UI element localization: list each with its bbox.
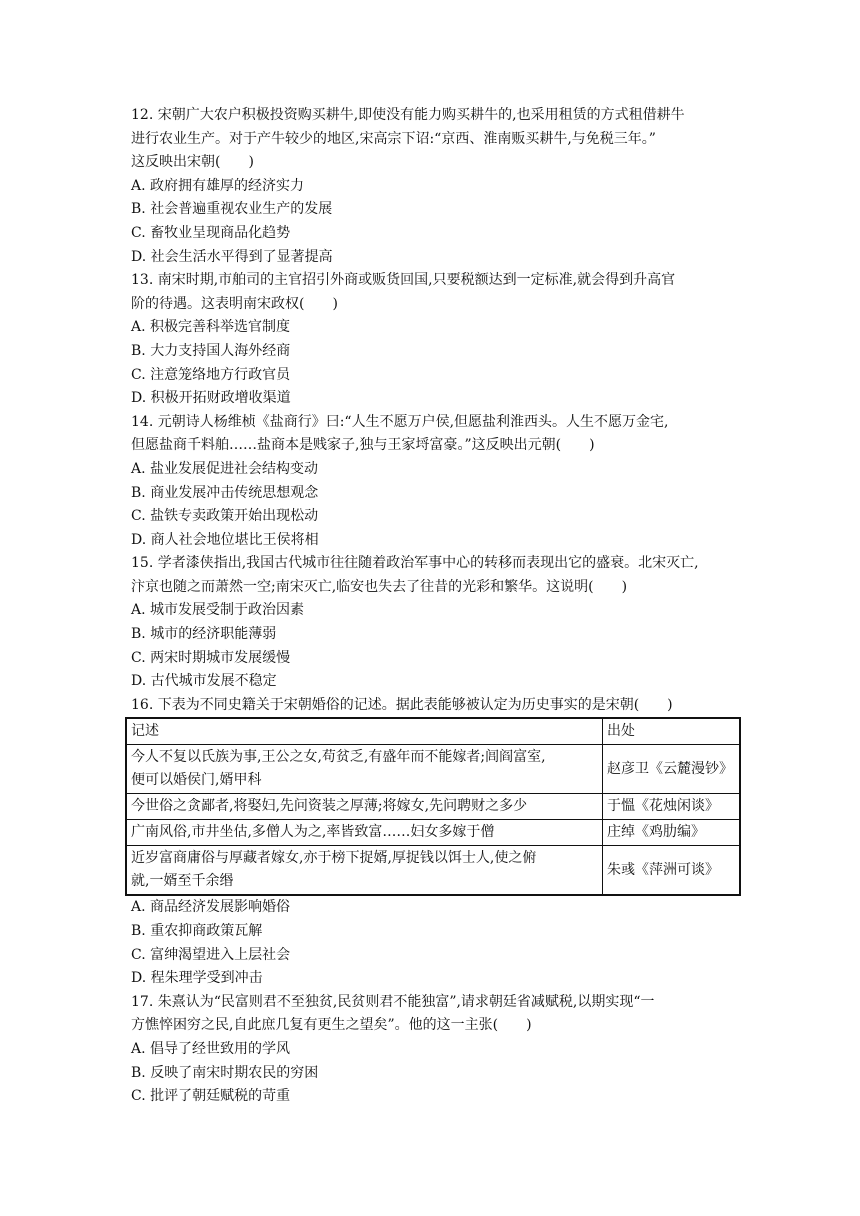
- question-12-stem-line-3: 这反映出宋朝( ): [131, 154, 254, 171]
- question-13-option-b: B. 大力支持国人海外经商: [131, 342, 291, 359]
- question-17-option-b: B. 反映了南宋时期农民的穷困: [131, 1064, 319, 1081]
- question-15-stem-line-2: 汴京也随之而萧然一空;南宋灭亡,临安也失去了往昔的光彩和繁华。这说明( ): [131, 578, 628, 595]
- table-row: [126, 820, 740, 846]
- question-13-stem-line-2: 阶的待遇。这表明南宋政权( ): [131, 295, 338, 312]
- question-12-option-b: B. 社会普遍重视农业生产的发展: [131, 201, 333, 218]
- question-16-option-d: D. 程朱理学受到冲击: [131, 970, 263, 987]
- question-14: [131, 411, 741, 553]
- table-cell-source: 赵彦卫《云麓漫钞》: [603, 745, 741, 794]
- question-list: [131, 104, 741, 1109]
- question-13-option-a: A. 积极完善科举选官制度: [131, 319, 291, 336]
- question-15-option-c: C. 两宋时期城市发展缓慢: [131, 649, 291, 666]
- table-row: [126, 846, 740, 896]
- table-cell-source: 朱彧《萍洲可谈》: [603, 846, 741, 896]
- question-17-stem-line-1: 17. 朱熹认为“民富则君不至独贫,民贫则君不能独富”,请求朝廷省减赋税,以期实现“一: [131, 993, 655, 1010]
- record-line: 近岁富商庸俗与厚藏者嫁女,亦于榜下捉婿,厚捉钱以饵士人,使之俯: [131, 850, 537, 867]
- question-15-stem-line-1: 15. 学者漆侠指出,我国古代城市往往随着政治军事中心的转移而表现出它的盛衰。北宋灭亡,: [131, 555, 699, 572]
- question-13-stem-line-1: 13. 南宋时期,市舶司的主官招引外商或贩货回国,只要税额达到一定标准,就会得到升高官: [131, 272, 676, 289]
- record-line: 今世俗之贪鄙者,将娶妇,先问资装之厚薄;将嫁女,先问聘财之多少: [131, 798, 528, 815]
- table-cell-source: 庄绰《鸡肋编》: [603, 820, 741, 846]
- question-12-stem-line-2: 进行农业生产。对于产牛较少的地区,宋高宗下诏:“京西、淮南贩买耕牛,与免税三年。”: [131, 130, 656, 147]
- table-header-source: 出处: [603, 718, 741, 745]
- question-16-stem-line-1: 16. 下表为不同史籍关于宋朝婚俗的记述。据此表能够被认定为历史事实的是宋朝( ): [131, 696, 673, 713]
- question-12-option-d: D. 社会生活水平得到了显著提高: [131, 248, 333, 265]
- record-line: 广南风俗,市井坐估,多僧人为之,率皆致富……妇女多嫁于僧: [131, 824, 495, 841]
- record-line: 便可以婚侯门,婿甲科: [131, 772, 262, 789]
- question-17-option-a: A. 倡导了经世致用的学风: [131, 1041, 291, 1057]
- question-14-stem-line-1: 14. 元朝诗人杨维桢《盐商行》曰:“人生不愿万户侯,但愿盐利淮西头。人生不愿万金宅,: [131, 413, 669, 430]
- table-row: [126, 745, 740, 794]
- question-15: [131, 552, 741, 694]
- record-line: 就,一婿至千余缗: [131, 873, 234, 890]
- table-header-record: 记述: [126, 718, 603, 745]
- question-15-option-d: D. 古代城市发展不稳定: [131, 673, 277, 690]
- table-cell-record: [126, 794, 603, 820]
- question-15-option-a: A. 城市发展受制于政治因素: [131, 602, 305, 619]
- record-line: 今人不复以氏族为事,王公之女,苟贫乏,有盛年而不能嫁者;闾阎富室,: [131, 749, 546, 766]
- question-17-stem-line-2: 方憔悴困穷之民,自此庶几复有更生之望矣”。他的这一主张( ): [131, 1017, 532, 1034]
- question-14-option-d: D. 商人社会地位堪比王侯将相: [131, 531, 319, 548]
- marriage-customs-table: [125, 717, 741, 896]
- question-12: [131, 104, 741, 269]
- question-13-option-c: C. 注意笼络地方行政官员: [131, 366, 291, 383]
- question-15-option-b: B. 城市的经济职能薄弱: [131, 626, 277, 643]
- question-17-option-c: C. 批评了朝廷赋税的苛重: [131, 1088, 291, 1105]
- table-cell-record: [126, 846, 603, 896]
- question-17: [131, 991, 741, 1109]
- question-14-option-c: C. 盐铁专卖政策开始出现松动: [131, 508, 319, 525]
- question-12-option-c: C. 畜牧业呈现商品化趋势: [131, 224, 291, 241]
- question-14-option-b: B. 商业发展冲击传统思想观念: [131, 484, 319, 501]
- table-cell-record: [126, 820, 603, 846]
- question-14-option-a: A. 盐业发展促进社会结构变动: [131, 460, 319, 477]
- question-12-stem-line-1: 12. 宋朝广大农户积极投资购买耕牛,即使没有能力购买耕牛的,也采用租赁的方式租借耕牛: [131, 107, 685, 123]
- table-header-row: [126, 718, 740, 745]
- question-14-stem-line-2: 但愿盐商千料舶……盐商本是贱家子,独与王家埒富豪。”这反映出元朝( ): [131, 437, 595, 454]
- table-cell-source: 于慍《花烛闲谈》: [603, 794, 741, 820]
- question-13: [131, 269, 741, 411]
- question-16-option-b: B. 重农抑商政策瓦解: [131, 923, 263, 940]
- table-cell-record: [126, 745, 603, 794]
- question-16-option-a: A. 商品经济发展影响婚俗: [131, 899, 291, 916]
- table-row: [126, 794, 740, 820]
- question-16: [131, 694, 741, 991]
- question-16-option-c: C. 富绅渴望进入上层社会: [131, 946, 291, 963]
- question-13-option-d: D. 积极开拓财政增收渠道: [131, 390, 291, 407]
- question-12-option-a: A. 政府拥有雄厚的经济实力: [131, 177, 305, 194]
